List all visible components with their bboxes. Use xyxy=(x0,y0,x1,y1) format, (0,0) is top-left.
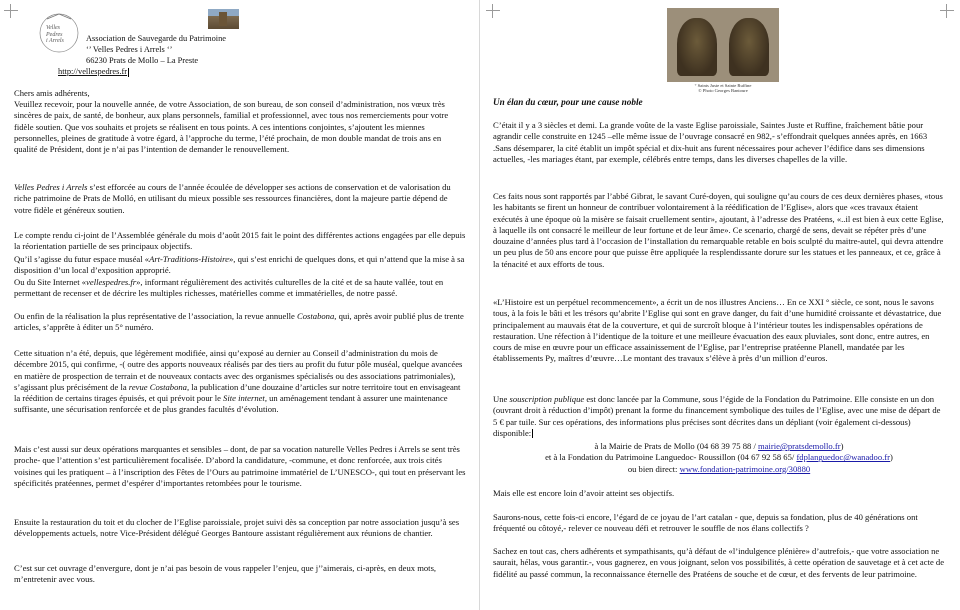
revue-pre: Ou enfin de la réalisation la plus représentative de l’association, la revue annuelle xyxy=(14,311,298,321)
saint-ruffine-bust xyxy=(729,18,769,76)
article-title: Un élan du cœur, pour une cause noble xyxy=(493,97,643,107)
intro-paragraph: Veuillez recevoir, pour la nouvelle année, de votre Association, de son bureau, de son conseil d’administration, nos vœux très sincères de paix, de santé, de bonheur, aux plans personnels, familial et professionnel, avec tous nos remerciements pour votre fidèle soutien. Que vos souhaits et projets se réalisent en tous points. A ces intentions conjointes, s’ajoutent les miennes personnelles, pleines de gratitude à votre égard, à l’approche du terme, l’été prochain, de mon double mandat de trois ans en qualité de Président, dont je n’ai pas l’intention de demander le renouvellement. xyxy=(14,99,449,155)
situation-paragraph xyxy=(14,348,466,416)
photo-credit: © Photo Georges Bantoure xyxy=(698,88,748,93)
situation-em2: Site internet xyxy=(223,393,265,404)
closing-paragraph: C’est sur cet ouvrage d’envergure, dont je n’ai pas besoin de vous rappeler l’enjeu, que j’’aimerais, ci-après, en deux mots, m’entretenir avec vous. xyxy=(14,563,437,585)
restoration-paragraph: Ensuite la restauration du toit et du clocher de l’Eglise paroissiale, projet suivi dès sa conception par notre association jusqu’à ses développements actuels, notre Vice-Président délégué Georges Bantoure assistant régulièrement aux réunions de chantier. xyxy=(14,517,460,539)
situation-b: , la publication d’une douzaine d’articles sur notre territoire tout en envisageant la réédition de certains tirages épuisés, et qui prévoit pour le xyxy=(14,381,461,404)
greeting: Chers amis adhérents, xyxy=(14,88,90,98)
logo-text xyxy=(46,25,64,45)
association-logo xyxy=(38,11,80,55)
header-url-text: http://vellespedres.fr xyxy=(58,67,128,76)
operations-paragraph: Mais c’est aussi sur deux opérations marquantes et sensibles – dont, de par sa vocation naturelle Velles Pedres i Arrels se sent très proche- que l’attention s’est particulièrement focalisée. D’abord la candidature, -commune, et donc renforcée, aux trois cités voisines qui les pratiquent – à l’inscription des Fêtes de l’Ours au patrimoine immatériel de L’UNESCO-, qui tout en préservant les spécificités pratéennes, permet d’espérer d’importantes retombées pour le tourisme. xyxy=(14,444,466,488)
challenge-paragraph: Saurons-nous, cette fois-ci encore, l’égard de ce joyau de l’art catalan - que, depuis sa fondation, plus de 40 générations ont fréquenté ou côtoyé,- relever ce nouveau défi et retrouver le souffle de nos élans collectifs ? xyxy=(493,512,918,534)
website-post: », informant régulièrement des activités culturelles de la cité et de sa haute vallée, tout en permettant de recenser et de décrire les multiples richesses, matérielles comme et immatérielles, de notre passé. xyxy=(14,277,444,299)
mairie-email-link[interactable]: mairie@pratsdemollo.fr xyxy=(758,441,841,451)
situation-c: , un aménagement tendant à assurer une maintenance suffisante, une sécurisation renforcée et de plus grandes facultés d’évolution. xyxy=(14,393,448,415)
contact-web xyxy=(493,464,945,475)
logo-line-1: Velles xyxy=(46,25,60,31)
association-address-line: 66230 Prats de Mollo – La Preste xyxy=(86,56,199,65)
fondation-post: ) xyxy=(890,452,893,463)
text-cursor xyxy=(532,429,533,438)
logo-line-3: i Arrels xyxy=(46,38,64,44)
website-name: vellespedres.fr xyxy=(86,277,137,287)
website-pre: Ou du Site Internet « xyxy=(14,277,87,287)
museum-post: », qui s’est enrichi de quelques dons, et qui n’attend que la mise à sa disposition d’un local d’exposition approprié. xyxy=(14,254,465,276)
subscription-em: souscription publique xyxy=(509,394,585,404)
crop-mark-icon xyxy=(486,4,500,18)
crop-mark-icon xyxy=(4,4,18,18)
association-efforts-paragraph xyxy=(14,182,466,216)
subscription-paragraph xyxy=(493,394,945,439)
gibrat-paragraph: Ces faits nous sont rapportés par l’abbé Gibrat, le savant Curé-doyen, qui souligne qu’au cours de ces deux dernières phases, «tous les habitants se firent un honneur de contribuer volontairement à la réédification de l’Eglise», alors que «ces travaux étaient exécutés à une époque où la misère se faisait cruellement sentir», ajoutant, à l’adresse des Pratéens, «..il est bien à eux cette Eglise, à laquelle ils ont consacré le meilleur de leur fortune et de leur âme». Ce scenario, chargé de sens, devait se répéter près d’une douzaine d’années plus tard à l’occasion de l’installation du remarquable retable en bois sculpté du maitre-autel, qui devra attendre un peu plus de 50 ans encore pour que puisse être appliquée la resplendissante dorure sur les statues et les panneaux, et ce, grâce à la ténacité et aux efforts de tous. xyxy=(493,191,944,269)
mairie-pre: à la Mairie de Prats de Mollo (04 68 39 75 88 / xyxy=(594,441,758,451)
text-cursor xyxy=(128,68,129,77)
situation-em1: revue Costabona xyxy=(128,381,187,392)
museum-pre: Qu’il s’agisse du futur espace muséal « xyxy=(14,254,150,264)
right-page xyxy=(480,0,960,610)
website-paragraph xyxy=(14,277,466,300)
fondation-web-link[interactable]: www.fondation-patrimoine.org/30880 xyxy=(679,463,811,474)
efforts-text: s’est efforcée au cours de l’année écoulée de développer ses actions de conservation et de valorisation du riche patrimoine de Prats de Molló, en utilisant du mieux possible ses ressources financières, dont la majeure partie dépend de votre fidèle et généreux soutien. xyxy=(14,182,451,215)
contact-fondation xyxy=(493,452,945,463)
saints-reliquary-photo xyxy=(667,8,779,82)
revue-paragraph xyxy=(14,311,466,334)
association-name-em: Velles Pedres i Arrels xyxy=(14,182,88,192)
logo-line-2: Pedres xyxy=(46,31,63,38)
museum-name: Art-Traditions-Histoire xyxy=(149,254,229,264)
photo-caption: ° Saints Juste et Sainte Ruffine xyxy=(694,83,752,88)
subscription-post: est donc lancée par la Commune, sous l’égide de la Fondation du Patrimoine. Elle consiste en un don (ouvrant droit à réduction d’impôt) prenant la forme du financement symbolique des tuiles de l’Eglise, avec une mise de départ de 5 € par tuile. Sur ces opérations, des informations plus précises sont décrites dans un dépliant (voir également ci-dessous) disponible: xyxy=(493,394,941,438)
subscription-pre: Une xyxy=(493,394,510,404)
objectives-paragraph: Mais elle est encore loin d’avoir atteint ses objectifs. xyxy=(493,488,675,498)
gratitude-paragraph: Sachez en tout cas, chers adhérents et sympathisants, qu’à défaut de «l’indulgence plénière» d’autrefois,- que votre association ne saurait, hélas, vous garantir.-, vous gagnerez, en vous joignant, selon vos possibilités, à cette opération de sauvetage et à cet acte de fidélité au passé commun, la reconnaissance éternelle des Pratéens de souche et de cœur, et des fervents de leur patrimoine. xyxy=(493,546,945,579)
crop-mark-icon xyxy=(940,4,954,18)
restoration-need-paragraph: «L’Histoire est un perpétuel recommencement», a écrit un de nos illustres Anciens… En ce XXI ° siècle, ce sont, nous le savons tous, à la fois le bâti et les trésors qu’abrite l’Eglise qui sont en grave danger, du fait d’une humidité croissante et dévastatrice, due principalement au mauvais état de la couverture, et qui de surcroît bloque à l’intérieur toutes les indispensables opérations de restauration. Une réfection à l’identique de la toiture et une meilleure évacuation des eaux pluviales, sont donc, entre autres, en cours de mise en œuvre pour un efficace assainissement de l’Eglise, par l’entreprise pratéenne Planell, mandatée par les établissements Py, maîtres d’œuvre…Le montant des travaux s’élève à près d’un million d’euros. xyxy=(493,297,942,364)
museum-paragraph xyxy=(14,254,466,277)
association-subname-line: ‘’ Velles Pedres i Arrels ‘’ xyxy=(86,45,173,54)
fondation-email-link[interactable]: fdplanguedoc@wanadoo.fr xyxy=(796,452,891,463)
situation-a: Cette situation n’a été, depuis, que légèrement modifiée, ainsi qu’exposé au dernier au Conseil d’administration du mois de décembre 2015, qui confirme, -( outre des apports nouveaux réalisés par des tiers au profit du futur pôle muséal, quelque avancées en matière de prospection de terrain et de nouveaux contacts avec des organismes spécialisés ou des associations patrimoniales), s’agissant plus précisément de la xyxy=(14,348,463,392)
revue-name: Costabona xyxy=(297,311,335,321)
report-paragraph: Le compte rendu ci-joint de l’Assemblée générale du mois d’août 2015 fait le point des différentes actions engagées par elle depuis la réorientation partielle de ses principaux objectifs. xyxy=(14,230,466,252)
mairie-post: ) xyxy=(840,441,844,451)
church-thumbnail xyxy=(208,9,239,29)
history-paragraph: C’était il y a 3 siècles et demi. La grande voûte de la vaste Eglise paroissiale, Saintes Juste et Ruffine, fraîchement bâtie pour agrandir celle construite en 1245 –elle même issue de l’ouvrage consacré en 982,- s’effondrait quelques années après, en 1663 .Sans désemparer, la cité établit un impôt spécial et dix-huit ans furent nécessaires pour achever l’édifice dans ses dimensions actuelles, -les mariages étant, par exemple, célébrés entre temps, dans les diverses chapelles de la ville. xyxy=(493,120,928,164)
association-name-line: Association de Sauvegarde du Patrimoine xyxy=(86,34,227,43)
header-url-link[interactable] xyxy=(58,67,129,77)
saint-juste-bust xyxy=(677,18,717,76)
contact-mairie xyxy=(493,441,945,452)
contact-lines xyxy=(493,441,945,475)
fondation-pre: et à la Fondation du Patrimoine Languedoc- Roussillon (04 67 92 58 65/ xyxy=(545,452,797,463)
web-pre: ou bien direct: xyxy=(627,463,680,474)
revue-post: , qui, après avoir publié plus de trente articles, s’apprête à éditer un 5° numéro. xyxy=(14,311,464,333)
